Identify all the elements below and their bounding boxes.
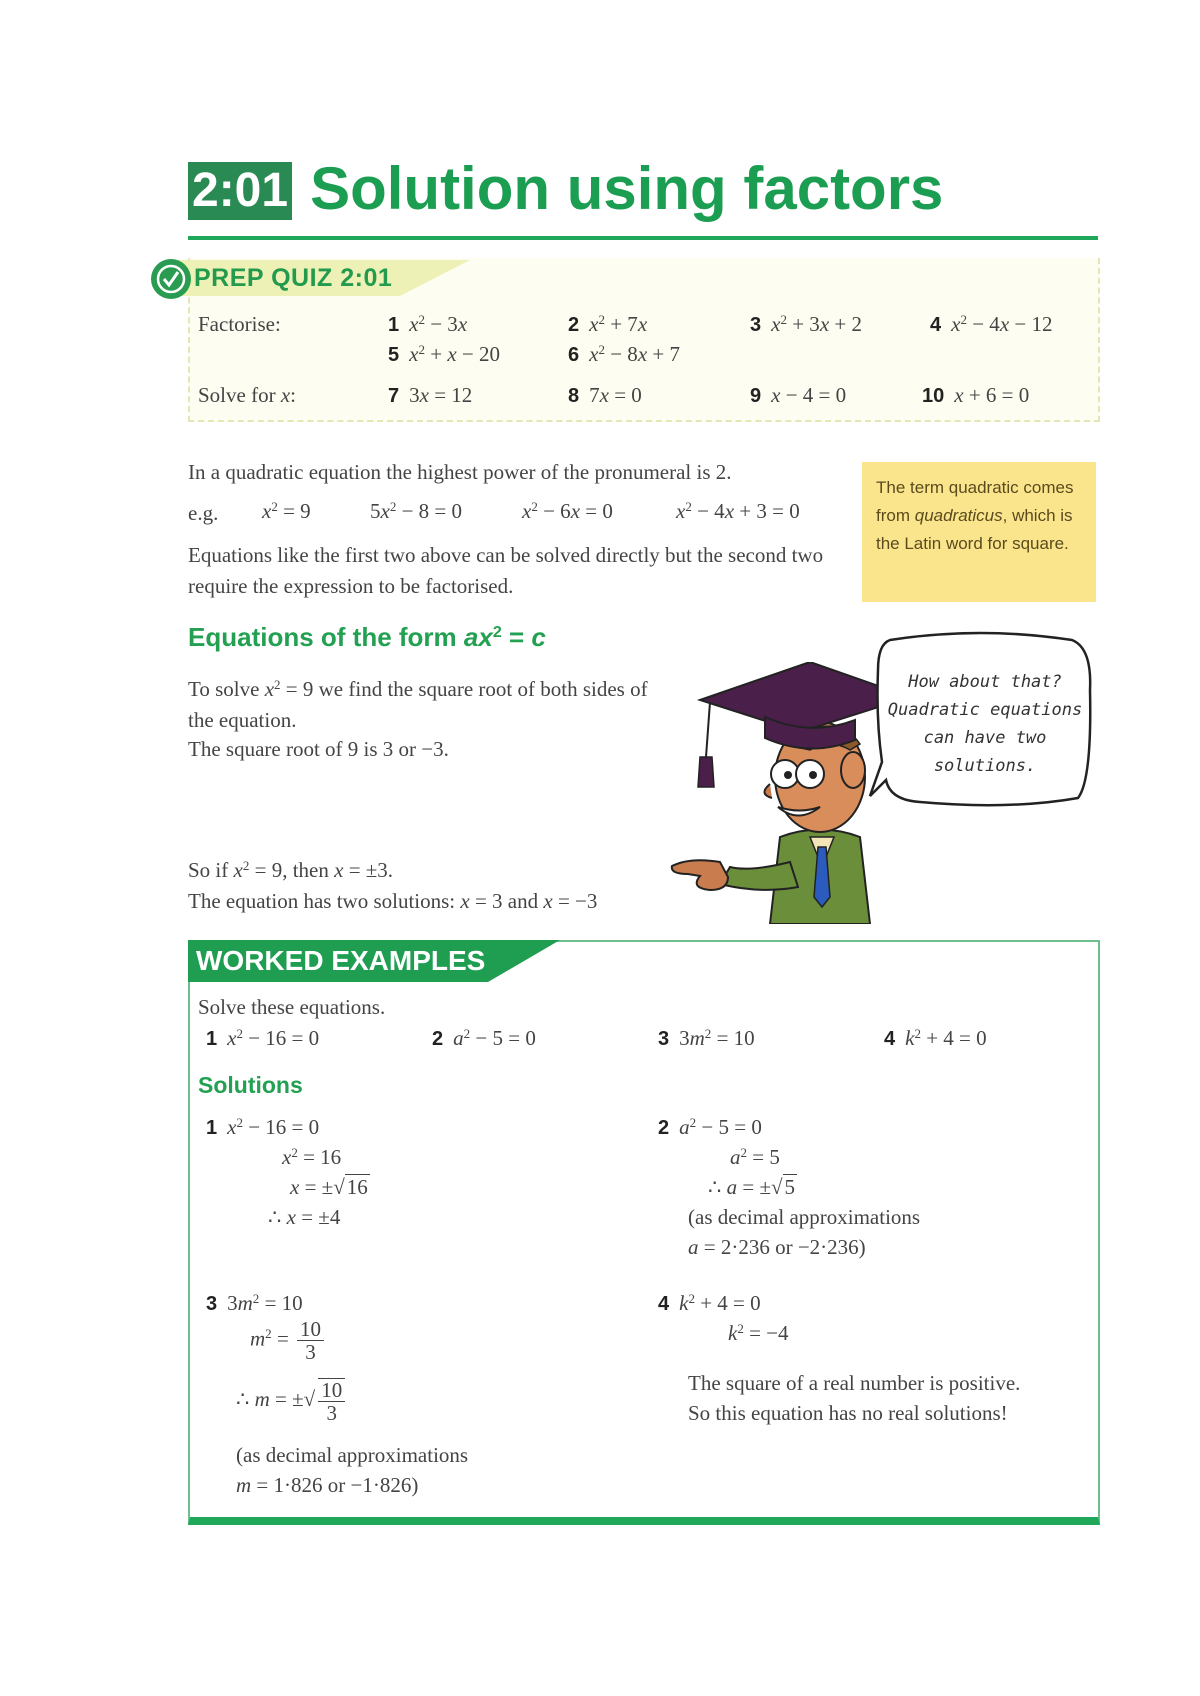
- worked-examples-title: WORKED EXAMPLES: [196, 945, 486, 976]
- prep-quiz-banner: [150, 256, 470, 300]
- page-header: [188, 155, 1098, 240]
- intro-example-3: $x^2 - 6x = 0$: [522, 498, 613, 523]
- solutions-heading: Solutions: [198, 1072, 303, 1098]
- intro-example-4: $x^2 - 4x + 3 = 0$: [676, 498, 800, 523]
- subsection-para-4: The equation has two solutions: x = 3 and x = −3: [188, 889, 598, 913]
- tip-box: [862, 462, 1096, 602]
- solution-2-line-2: $a^2 = 5$: [730, 1144, 780, 1169]
- solution-2-line-1: 2 $a^2 - 5 = 0$: [658, 1114, 762, 1139]
- solution-4-line-3: The square of a real number is positive.: [688, 1371, 1021, 1395]
- intro-example-1: $x^2 = 9$: [262, 498, 311, 523]
- quiz-item-4: 4 $x^2 - 4x - 12$: [930, 311, 1053, 336]
- solve-label: Solve for x:: [198, 383, 296, 407]
- solution-2-line-3: ∴ a = ±√5: [708, 1175, 796, 1199]
- solution-1-line-2: $x^2 = 16$: [282, 1144, 342, 1169]
- solution-3-line-4: (as decimal approximations: [236, 1443, 469, 1467]
- worked-question-2: 2 $a^2 - 5 = 0$: [432, 1025, 536, 1050]
- solution-2-line-4: (as decimal approximations: [688, 1205, 921, 1229]
- quiz-item-3: 3 $x^2 + 3x + 2$: [750, 311, 862, 336]
- page-title: Solution using factors: [310, 155, 944, 222]
- prep-quiz-title: PREP QUIZ 2:01: [194, 264, 393, 292]
- solution-1-line-4: ∴ x = ±4: [268, 1205, 341, 1229]
- solution-3-line-5: m = 1·826 or −1·826): [236, 1473, 419, 1497]
- quiz-item-1: 1 $x^2 - 3x$: [388, 311, 468, 336]
- subsection-heading: Equations of the form $ax^2 = c$: [188, 622, 546, 652]
- solution-3-line-1: 3 $3m^2 = 10$: [206, 1290, 303, 1315]
- subsection-para-1: To solve $x^2 = 9$ we find the square root of both sides of the equation.: [188, 676, 648, 732]
- worked-instruction: Solve these equations.: [198, 995, 386, 1019]
- worked-question-4: 4 $k^2 + 4 = 0$: [884, 1025, 987, 1050]
- solution-4-line-1: 4 $k^2 + 4 = 0$: [658, 1290, 761, 1315]
- quiz-item-7: 7 3x = 12: [388, 383, 473, 407]
- intro-line-2: Equations like the first two above can be solved directly but the second two require the expression to be factorised.: [188, 543, 824, 598]
- quiz-item-5: 5 $x^2 + x - 20$: [388, 341, 500, 366]
- solution-4-line-2: $k^2 = -4$: [728, 1320, 789, 1345]
- tip-text: The term quadratic comes from quadraticus, which is the Latin word for square.: [876, 478, 1074, 553]
- solution-1-line-3: x = ±√16: [290, 1175, 368, 1199]
- intro-line-1: In a quadratic equation the highest power of the pronumeral is 2.: [188, 460, 732, 484]
- subsection-para-2: The square root of 9 is 3 or −3.: [188, 737, 449, 761]
- quiz-item-8: 8 7x = 0: [568, 383, 642, 407]
- intro-eg-label: e.g.: [188, 501, 219, 525]
- quiz-item-10: 10 x + 6 = 0: [922, 383, 1030, 407]
- quiz-item-2: 2 $x^2 + 7x$: [568, 311, 648, 336]
- solution-4-line-4: So this equation has no real solutions!: [688, 1401, 1008, 1425]
- speech-bubble-text: How about that? Quadratic equations can have two solutions.: [887, 672, 1083, 776]
- worked-question-3: 3 $3m^2 = 10$: [658, 1025, 755, 1050]
- solution-3-line-3: ∴ m = ±√ $\frac{10}{3}$: [236, 1378, 348, 1424]
- solution-3-line-2: $m^2$ = $\frac{10}{3}$: [250, 1318, 327, 1363]
- solution-2-line-5: a = 2·236 or −2·236): [688, 1235, 866, 1259]
- section-number: 2:01: [188, 162, 292, 220]
- worked-question-1: 1 $x^2 - 16 = 0$: [206, 1025, 320, 1050]
- solution-1-line-1: 1 $x^2 - 16 = 0$: [206, 1114, 320, 1139]
- quiz-item-9: 9 x − 4 = 0: [750, 383, 847, 407]
- worked-examples-banner: [188, 940, 560, 982]
- quiz-item-6: 6 $x^2 - 8x + 7$: [568, 341, 680, 366]
- intro-example-2: $5x^2 - 8 = 0$: [370, 498, 463, 523]
- factorise-label: Factorise:: [198, 312, 281, 336]
- subsection-para-3: So if $x^2 = 9$, then x = ±3.: [188, 857, 394, 882]
